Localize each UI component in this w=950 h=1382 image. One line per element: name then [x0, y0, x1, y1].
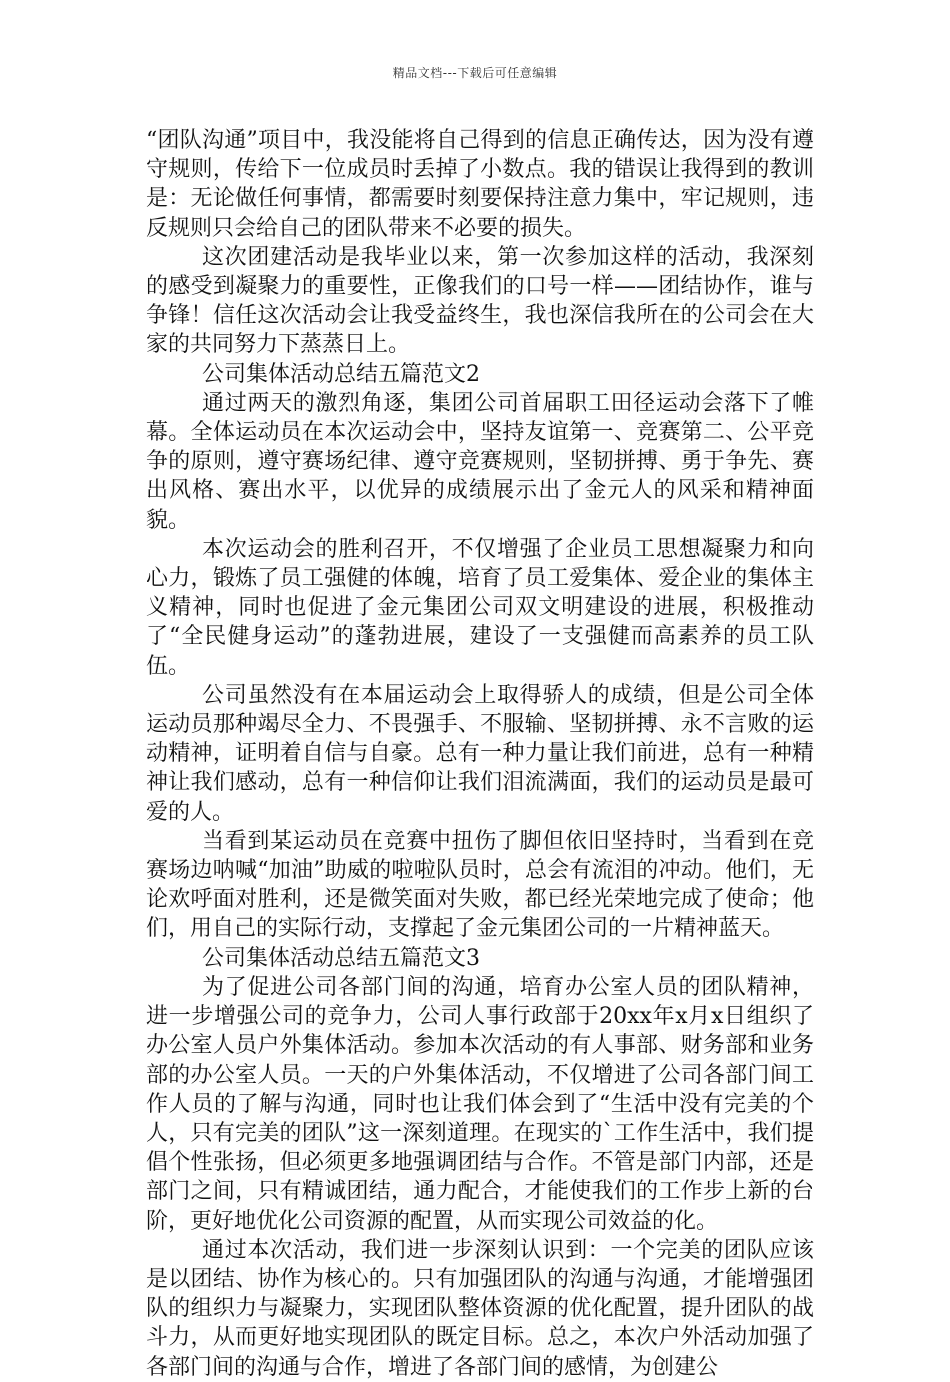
paragraph: 公司虽然没有在本届运动会上取得骄人的成绩，但是公司全体运动员那种竭尽全力、不畏强手、不服输、坚韧拼搏、永不言败的运动精神，证明着自信与自豪。总有一种力量让我们前进，总有一种精神让我们感动，总有一种信仰让我们泪流满面，我们的运动员是最可爱的人。 [146, 682, 814, 825]
paragraph: “团队沟通”项目中，我没能将自己得到的信息正确传达，因为没有遵守规则，传给下一位成员时丢掉了小数点。我的错误让我得到的教训是：无论做任何事情，都需要时刻要保持注意力集中，牢记规则，违反规则只会给自己的团队带来不必要的损失。 [146, 128, 814, 241]
section-heading: 公司集体活动总结五篇范文3 [202, 945, 480, 971]
section-heading: 公司集体活动总结五篇范文2 [202, 361, 480, 387]
paragraph: 本次运动会的胜利召开，不仅增强了企业员工思想凝聚力和向心力，锻炼了员工强健的体魄，培育了员工爱集体、爱企业的集体主义精神，同时也促进了金元集团公司双文明建设的进展，积极推动了“全民健身运动”的蓬勃进展，建设了一支强健而高素养的员工队伍。 [146, 536, 814, 679]
paragraph: 为了促进公司各部门间的沟通，培育办公室人员的团队精神，进一步增强公司的竞争力，公司人事行政部于20xx年x月x日组织了办公室人员户外集体活动。参加本次活动的有人事部、财务部和业务部的办公室人员。一天的户外集体活动，不仅增进了公司各部门间工作人员的了解与沟通，同时也让我们体会到了“生活中没有完美的个人，只有完美的团队”这一深刻道理。在现实的`工作生活中，我们提倡个性张扬，但必须更多地强调团结与合作。不管是部门内部，还是部门之间，只有精诚团结，通力配合，才能使我们的工作步上新的台阶，更好地优化公司资源的配置，从而实现公司效益的化。 [146, 974, 814, 1234]
paragraph: 这次团建活动是我毕业以来，第一次参加这样的活动，我深刻的感受到凝聚力的重要性，正像我们的口号一样——团结协作，谁与争锋！信任这次活动会让我受益终生，我也深信我所在的公司会在大家的共同努力下蒸蒸日上。 [146, 244, 814, 358]
page-header-watermark: 精品文档---下载后可任意编辑 [392, 66, 558, 80]
document-body [146, 126, 814, 1382]
paragraph: 当看到某运动员在竞赛中扭伤了脚但依旧坚持时，当看到在竞赛场边呐喊“加油”助威的啦啦队员时，总会有流泪的冲动。他们，无论欢呼面对胜利，还是微笑面对失败，都已经光荣地完成了使命；他们，用自己的实际行动，支撑起了金元集团公司的一片精神蓝天。 [146, 828, 814, 942]
paragraph: 通过本次活动，我们进一步深刻认识到：一个完美的团队应该是以团结、协作为核心的。只有加强团队的沟通与沟通，才能增强团队的组织力与凝聚力，实现团队整体资源的优化配置，提升团队的战斗力，从而更好地实现团队的既定目标。总之，本次户外活动加强了各部门间的沟通与合作，增进了各部门间的感情，为创建公 [146, 1237, 814, 1380]
paragraph: 通过两天的激烈角逐，集团公司首届职工田径运动会落下了帷幕。全体运动员在本次运动会中，坚持友谊第一、竞赛第二、公平竞争的原则，遵守赛场纪律、遵守竞赛规则，坚韧拼搏、勇于争先、赛出风格、赛出水平，以优异的成绩展示出了金元人的风采和精神面貌。 [146, 390, 814, 533]
